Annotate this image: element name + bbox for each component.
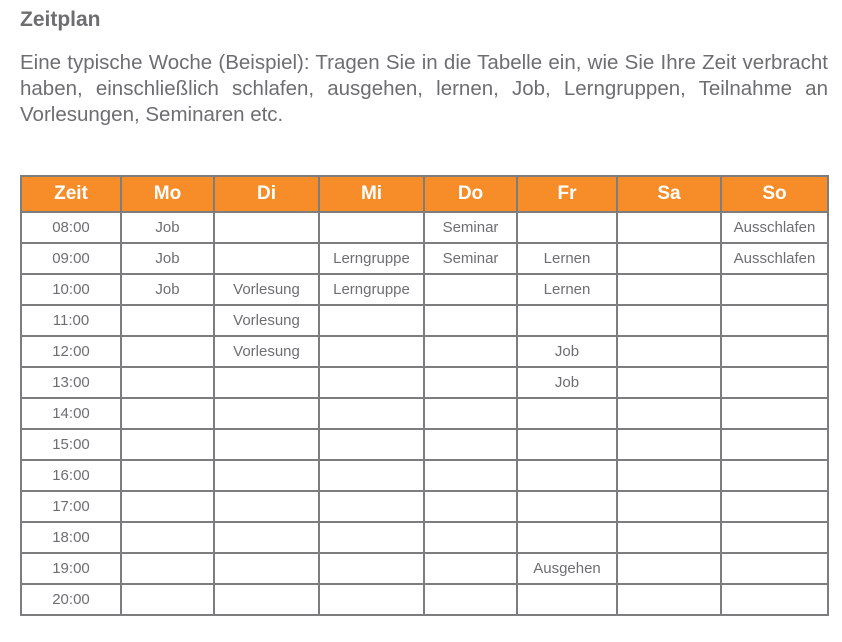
schedule-cell[interactable] bbox=[319, 522, 424, 553]
schedule-cell[interactable] bbox=[721, 429, 828, 460]
schedule-cell[interactable] bbox=[214, 584, 319, 615]
column-header-day: Di bbox=[214, 176, 319, 212]
table-row bbox=[21, 584, 828, 615]
schedule-cell[interactable] bbox=[121, 553, 214, 584]
schedule-cell[interactable] bbox=[214, 522, 319, 553]
schedule-cell[interactable]: Job bbox=[121, 274, 214, 305]
schedule-cell[interactable]: Lerngruppe bbox=[319, 274, 424, 305]
schedule-cell[interactable] bbox=[121, 398, 214, 429]
schedule-cell[interactable] bbox=[214, 460, 319, 491]
time-cell: 15:00 bbox=[21, 429, 121, 460]
time-cell: 20:00 bbox=[21, 584, 121, 615]
table-row bbox=[21, 491, 828, 522]
schedule-cell[interactable] bbox=[721, 336, 828, 367]
table-row bbox=[21, 429, 828, 460]
column-header-time: Zeit bbox=[21, 176, 121, 212]
schedule-cell[interactable] bbox=[617, 522, 721, 553]
schedule-cell[interactable] bbox=[517, 305, 617, 336]
schedule-cell[interactable] bbox=[424, 336, 517, 367]
schedule-cell[interactable] bbox=[121, 460, 214, 491]
column-header-day: Sa bbox=[617, 176, 721, 212]
column-header-day: Do bbox=[424, 176, 517, 212]
schedule-cell[interactable] bbox=[319, 584, 424, 615]
schedule-cell[interactable] bbox=[424, 460, 517, 491]
schedule-cell[interactable] bbox=[214, 491, 319, 522]
schedule-cell[interactable] bbox=[517, 491, 617, 522]
time-cell: 16:00 bbox=[21, 460, 121, 491]
table-row bbox=[21, 398, 828, 429]
time-cell: 18:00 bbox=[21, 522, 121, 553]
schedule-cell[interactable]: Vorlesung bbox=[214, 305, 319, 336]
schedule-cell[interactable]: Vorlesung bbox=[214, 336, 319, 367]
schedule-cell[interactable] bbox=[319, 491, 424, 522]
schedule-cell[interactable] bbox=[721, 460, 828, 491]
schedule-cell[interactable] bbox=[617, 305, 721, 336]
schedule-cell[interactable] bbox=[214, 212, 319, 243]
schedule-cell[interactable] bbox=[121, 305, 214, 336]
schedule-cell[interactable] bbox=[424, 522, 517, 553]
time-cell: 11:00 bbox=[21, 305, 121, 336]
schedule-cell[interactable] bbox=[424, 429, 517, 460]
schedule-cell[interactable] bbox=[617, 336, 721, 367]
schedule-cell[interactable] bbox=[319, 460, 424, 491]
header-row bbox=[21, 176, 828, 212]
schedule-cell[interactable] bbox=[721, 584, 828, 615]
schedule-cell[interactable] bbox=[319, 398, 424, 429]
page-title: Zeitplan bbox=[20, 8, 101, 31]
schedule-cell[interactable] bbox=[319, 429, 424, 460]
schedule-cell[interactable] bbox=[617, 491, 721, 522]
schedule-cell[interactable] bbox=[617, 212, 721, 243]
table-row bbox=[21, 460, 828, 491]
schedule-cell[interactable] bbox=[121, 491, 214, 522]
time-cell: 08:00 bbox=[21, 212, 121, 243]
schedule-cell[interactable]: Job bbox=[517, 336, 617, 367]
schedule-cell[interactable] bbox=[424, 274, 517, 305]
schedule-table bbox=[20, 175, 829, 616]
time-cell: 09:00 bbox=[21, 243, 121, 274]
column-header-day: So bbox=[721, 176, 828, 212]
schedule-cell[interactable] bbox=[319, 336, 424, 367]
schedule-cell[interactable] bbox=[121, 336, 214, 367]
schedule-cell[interactable]: Ausschlafen bbox=[721, 212, 828, 243]
schedule-cell[interactable] bbox=[617, 398, 721, 429]
schedule-cell[interactable] bbox=[617, 553, 721, 584]
schedule-cell[interactable]: Job bbox=[121, 212, 214, 243]
schedule-cell[interactable] bbox=[214, 367, 319, 398]
schedule-cell[interactable]: Ausgehen bbox=[517, 553, 617, 584]
schedule-cell[interactable] bbox=[121, 522, 214, 553]
schedule-cell[interactable] bbox=[617, 367, 721, 398]
schedule-cell[interactable] bbox=[424, 367, 517, 398]
schedule-cell[interactable] bbox=[121, 429, 214, 460]
schedule-cell[interactable] bbox=[517, 212, 617, 243]
schedule-cell[interactable] bbox=[517, 398, 617, 429]
schedule-cell[interactable] bbox=[617, 584, 721, 615]
table-row bbox=[21, 367, 828, 398]
schedule-cell[interactable] bbox=[721, 398, 828, 429]
column-header-day: Mi bbox=[319, 176, 424, 212]
time-cell: 13:00 bbox=[21, 367, 121, 398]
schedule-cell[interactable] bbox=[121, 367, 214, 398]
schedule-cell[interactable]: Ausschlafen bbox=[721, 243, 828, 274]
time-cell: 10:00 bbox=[21, 274, 121, 305]
schedule-cell[interactable]: Lerngruppe bbox=[319, 243, 424, 274]
schedule-cell[interactable]: Lernen bbox=[517, 243, 617, 274]
schedule-cell[interactable]: Job bbox=[121, 243, 214, 274]
schedule-cell[interactable] bbox=[214, 398, 319, 429]
schedule-cell[interactable] bbox=[617, 429, 721, 460]
table-row bbox=[21, 274, 828, 305]
schedule-cell[interactable] bbox=[617, 460, 721, 491]
schedule-cell[interactable] bbox=[214, 243, 319, 274]
schedule-cell[interactable] bbox=[517, 522, 617, 553]
time-cell: 12:00 bbox=[21, 336, 121, 367]
table-row bbox=[21, 305, 828, 336]
schedule-cell[interactable] bbox=[214, 553, 319, 584]
table-row bbox=[21, 336, 828, 367]
table-row bbox=[21, 243, 828, 274]
schedule-cell[interactable] bbox=[319, 367, 424, 398]
schedule-cell[interactable] bbox=[721, 274, 828, 305]
schedule-cell[interactable] bbox=[319, 305, 424, 336]
schedule-cell[interactable] bbox=[721, 553, 828, 584]
column-header-day: Fr bbox=[517, 176, 617, 212]
schedule-cell[interactable]: Vorlesung bbox=[214, 274, 319, 305]
schedule-cell[interactable]: Seminar bbox=[424, 212, 517, 243]
schedule-cell[interactable]: Job bbox=[517, 367, 617, 398]
schedule-cell[interactable] bbox=[424, 305, 517, 336]
schedule-cell[interactable] bbox=[721, 522, 828, 553]
schedule-cell[interactable] bbox=[424, 584, 517, 615]
table-row bbox=[21, 553, 828, 584]
schedule-cell[interactable] bbox=[617, 274, 721, 305]
schedule-cell[interactable] bbox=[424, 491, 517, 522]
intro-text: Eine typische Woche (Beispiel): Tragen Sie in die Tabelle ein, wie Sie Ihre Zeit verbracht haben, einschließlich schlafen, ausgehen, lernen, Job, Lerngruppen, Teilnahme an Vorlesungen, Seminaren etc. bbox=[20, 51, 828, 126]
schedule-cell[interactable] bbox=[214, 429, 319, 460]
schedule-cell[interactable] bbox=[319, 212, 424, 243]
schedule-cell[interactable] bbox=[617, 243, 721, 274]
column-header-day: Mo bbox=[121, 176, 214, 212]
schedule-cell[interactable]: Seminar bbox=[424, 243, 517, 274]
schedule-cell[interactable] bbox=[424, 398, 517, 429]
time-cell: 19:00 bbox=[21, 553, 121, 584]
schedule-cell[interactable] bbox=[721, 491, 828, 522]
schedule-body bbox=[21, 212, 828, 615]
time-cell: 14:00 bbox=[21, 398, 121, 429]
schedule-cell[interactable] bbox=[517, 584, 617, 615]
schedule-cell[interactable] bbox=[319, 553, 424, 584]
schedule-cell[interactable] bbox=[121, 584, 214, 615]
table-row bbox=[21, 212, 828, 243]
schedule-cell[interactable] bbox=[721, 305, 828, 336]
time-cell: 17:00 bbox=[21, 491, 121, 522]
schedule-cell[interactable] bbox=[517, 460, 617, 491]
schedule-cell[interactable] bbox=[721, 367, 828, 398]
schedule-cell[interactable]: Lernen bbox=[517, 274, 617, 305]
schedule-cell[interactable] bbox=[424, 553, 517, 584]
table-row bbox=[21, 522, 828, 553]
schedule-cell[interactable] bbox=[517, 429, 617, 460]
